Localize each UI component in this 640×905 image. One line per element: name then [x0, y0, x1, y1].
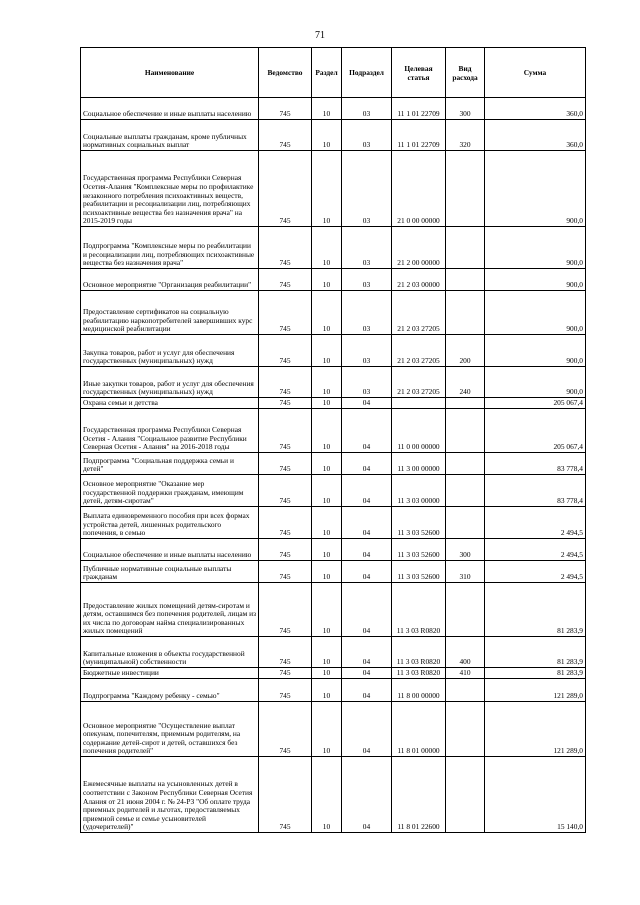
- row-section: 10: [312, 561, 342, 583]
- table-row: [81, 98, 586, 120]
- table-row: [81, 453, 586, 475]
- table-row: [81, 291, 586, 335]
- row-exp-type: 320: [446, 120, 485, 151]
- row-exp-type: [446, 583, 485, 637]
- row-subsection: 04: [342, 453, 392, 475]
- row-target: 21 0 00 00000: [392, 151, 446, 227]
- page-number: 71: [315, 30, 325, 41]
- row-name: Основное мероприятие "Оказание мер государственной поддержки гражданам, имеющим детей, детям-сиротам": [81, 475, 259, 507]
- row-dept: 745: [259, 679, 312, 702]
- row-target: 11 1 01 22709: [392, 98, 446, 120]
- row-sum: 83 778,4: [485, 453, 586, 475]
- table-row: [81, 637, 586, 668]
- row-subsection: 04: [342, 668, 392, 679]
- table-row: [81, 409, 586, 453]
- row-name: Основное мероприятие "Осуществление выплат опекунам, попечителям, приемным родителям, на содержание детей-сирот и детей, оставшихся без попечения родителей": [81, 702, 259, 757]
- header-row: [81, 48, 586, 98]
- row-subsection: 03: [342, 269, 392, 291]
- row-subsection: 04: [342, 409, 392, 453]
- row-exp-type: 200: [446, 335, 485, 367]
- row-exp-type: [446, 409, 485, 453]
- header-dept: Ведомство: [259, 48, 312, 98]
- row-subsection: 04: [342, 757, 392, 833]
- row-subsection: 04: [342, 583, 392, 637]
- row-sum: 900,0: [485, 151, 586, 227]
- table-row: [81, 702, 586, 757]
- row-sum: 81 283,9: [485, 583, 586, 637]
- row-dept: 745: [259, 668, 312, 679]
- row-dept: 745: [259, 409, 312, 453]
- row-target: 11 8 01 22600: [392, 757, 446, 833]
- row-name: Выплата единовременного пособия при всех формах устройства детей, лишенных родительского попечения, в семью: [81, 507, 259, 539]
- header-exp-type: Вид расхода: [446, 48, 485, 98]
- row-target: 11 0 00 00000: [392, 409, 446, 453]
- row-target: 11 3 03 00000: [392, 475, 446, 507]
- row-section: 10: [312, 702, 342, 757]
- table-row: [81, 561, 586, 583]
- row-subsection: 04: [342, 561, 392, 583]
- row-subsection: 04: [342, 475, 392, 507]
- row-section: 10: [312, 637, 342, 668]
- row-sum: 900,0: [485, 291, 586, 335]
- row-exp-type: 300: [446, 539, 485, 561]
- row-dept: 745: [259, 367, 312, 398]
- row-sum: 81 283,9: [485, 637, 586, 668]
- row-dept: 745: [259, 702, 312, 757]
- row-sum: 2 494,5: [485, 507, 586, 539]
- row-exp-type: [446, 507, 485, 539]
- row-section: 10: [312, 98, 342, 120]
- row-section: 10: [312, 367, 342, 398]
- row-subsection: 04: [342, 507, 392, 539]
- row-dept: 745: [259, 269, 312, 291]
- row-sum: 205 067,4: [485, 398, 586, 409]
- row-name: Капитальные вложения в объекты государственной (муниципальной) собственности: [81, 637, 259, 668]
- row-subsection: 04: [342, 398, 392, 409]
- table-row: [81, 367, 586, 398]
- row-section: 10: [312, 151, 342, 227]
- row-section: 10: [312, 453, 342, 475]
- row-sum: 2 494,5: [485, 539, 586, 561]
- row-exp-type: 400: [446, 637, 485, 668]
- row-name: Государственная программа Республики Северная Осетия-Алания "Комплексные меры по профилактике незаконного потребления психоактивных веществ, реабилитации и ресоциализации лиц, потребляющих психоактивные вещества без назначения врача" на 2015-2019 годы: [81, 151, 259, 227]
- row-dept: 745: [259, 291, 312, 335]
- row-exp-type: 240: [446, 367, 485, 398]
- row-section: 10: [312, 507, 342, 539]
- row-name: Государственная программа Республики Северная Осетия - Алания "Социальное развитие Республики Северная Осетия - Алания" на 2016-2018 годы: [81, 409, 259, 453]
- row-name: Бюджетные инвестиции: [81, 668, 259, 679]
- table-row: [81, 668, 586, 679]
- row-name: Социальные выплаты гражданам, кроме публичных нормативных социальных выплат: [81, 120, 259, 151]
- row-exp-type: 410: [446, 668, 485, 679]
- row-dept: 745: [259, 453, 312, 475]
- row-sum: 81 283,9: [485, 668, 586, 679]
- row-target: 21 2 03 27205: [392, 335, 446, 367]
- row-target: 21 2 00 00000: [392, 227, 446, 269]
- row-subsection: 03: [342, 227, 392, 269]
- row-target: 11 3 00 00000: [392, 453, 446, 475]
- row-sum: 900,0: [485, 367, 586, 398]
- table-row: [81, 269, 586, 291]
- row-section: 10: [312, 227, 342, 269]
- table-row: [81, 335, 586, 367]
- row-dept: 745: [259, 507, 312, 539]
- row-subsection: 03: [342, 98, 392, 120]
- table-row: [81, 120, 586, 151]
- row-target: 11 3 03 52600: [392, 539, 446, 561]
- row-subsection: 04: [342, 539, 392, 561]
- row-exp-type: [446, 269, 485, 291]
- row-dept: 745: [259, 227, 312, 269]
- row-dept: 745: [259, 398, 312, 409]
- row-target: 11 1 01 22709: [392, 120, 446, 151]
- row-name: Иные закупки товаров, работ и услуг для обеспечения государственных (муниципальных) нужд: [81, 367, 259, 398]
- row-sum: 121 289,0: [485, 679, 586, 702]
- row-name: Охрана семьи и детства: [81, 398, 259, 409]
- row-exp-type: [446, 291, 485, 335]
- row-section: 10: [312, 539, 342, 561]
- row-section: 10: [312, 269, 342, 291]
- table-row: [81, 583, 586, 637]
- header-name: Наименование: [81, 48, 259, 98]
- row-exp-type: [446, 475, 485, 507]
- table-row: [81, 679, 586, 702]
- row-dept: 745: [259, 637, 312, 668]
- row-section: 10: [312, 120, 342, 151]
- row-exp-type: [446, 151, 485, 227]
- row-name: Подпрограмма "Каждому ребенку - семью": [81, 679, 259, 702]
- row-dept: 745: [259, 151, 312, 227]
- row-name: Предоставление сертификатов на социальную реабилитацию наркопотребителей завершивших курс медицинской реабилитации: [81, 291, 259, 335]
- row-subsection: 03: [342, 335, 392, 367]
- row-exp-type: 310: [446, 561, 485, 583]
- row-name: Публичные нормативные социальные выплаты гражданам: [81, 561, 259, 583]
- header-section: Раздел: [312, 48, 342, 98]
- row-subsection: 03: [342, 367, 392, 398]
- row-dept: 745: [259, 120, 312, 151]
- row-name: Социальное обеспечение и иные выплаты населению: [81, 98, 259, 120]
- row-dept: 745: [259, 335, 312, 367]
- row-subsection: 03: [342, 291, 392, 335]
- row-dept: 745: [259, 475, 312, 507]
- table-row: [81, 151, 586, 227]
- row-target: 21 2 03 27205: [392, 367, 446, 398]
- row-name: Закупка товаров, работ и услуг для обеспечения государственных (муниципальных) нужд: [81, 335, 259, 367]
- table-row: [81, 475, 586, 507]
- row-name: Ежемесячные выплаты на усыновленных детей в соответствии с Законом Республики Северная Осетия Алания от 21 июня 2004 г. № 24-РЗ "Об оплате труда приемных родителей и льготах, предоставляемых приемной семье и семье усыновителей (удочерителей)": [81, 757, 259, 833]
- row-dept: 745: [259, 539, 312, 561]
- row-section: 10: [312, 475, 342, 507]
- budget-table: [80, 47, 586, 833]
- row-target: 21 2 03 27205: [392, 291, 446, 335]
- row-name: Основное мероприятие "Организация реабилитации": [81, 269, 259, 291]
- row-target: [392, 398, 446, 409]
- row-exp-type: 300: [446, 98, 485, 120]
- row-subsection: 04: [342, 637, 392, 668]
- row-section: 10: [312, 398, 342, 409]
- row-sum: 121 289,0: [485, 702, 586, 757]
- row-section: 10: [312, 679, 342, 702]
- row-exp-type: [446, 702, 485, 757]
- row-exp-type: [446, 453, 485, 475]
- header-subsection: Подраздел: [342, 48, 392, 98]
- row-sum: 2 494,5: [485, 561, 586, 583]
- row-exp-type: [446, 757, 485, 833]
- row-dept: 745: [259, 583, 312, 637]
- table-row: [81, 398, 586, 409]
- table-row: [81, 507, 586, 539]
- row-subsection: 03: [342, 120, 392, 151]
- row-name: Предоставление жилых помещений детям-сиротам и детям, оставшимся без попечения родителей, лицам из их числа по договорам найма специализированных жилых помещений: [81, 583, 259, 637]
- row-section: 10: [312, 757, 342, 833]
- row-section: 10: [312, 291, 342, 335]
- row-target: 11 3 03 R0820: [392, 668, 446, 679]
- header-sum: Сумма: [485, 48, 586, 98]
- row-sum: 360,0: [485, 120, 586, 151]
- row-sum: 900,0: [485, 269, 586, 291]
- header-target: Целевая статья: [392, 48, 446, 98]
- row-target: 11 3 03 52600: [392, 507, 446, 539]
- row-sum: 360,0: [485, 98, 586, 120]
- row-subsection: 04: [342, 702, 392, 757]
- row-sum: 900,0: [485, 227, 586, 269]
- row-sum: 900,0: [485, 335, 586, 367]
- row-target: 11 3 03 52600: [392, 561, 446, 583]
- row-name: Социальное обеспечение и иные выплаты населению: [81, 539, 259, 561]
- table-row: [81, 227, 586, 269]
- row-subsection: 03: [342, 151, 392, 227]
- row-name: Подпрограмма "Комплексные меры по реабилитации и ресоциализации лиц, потребляющих психоактивные вещества без назначения врача": [81, 227, 259, 269]
- row-subsection: 04: [342, 679, 392, 702]
- row-name: Подпрограмма "Социальная поддержка семьи и детей": [81, 453, 259, 475]
- row-exp-type: [446, 227, 485, 269]
- row-target: 11 8 01 00000: [392, 702, 446, 757]
- row-sum: 15 140,0: [485, 757, 586, 833]
- table-row: [81, 539, 586, 561]
- row-section: 10: [312, 668, 342, 679]
- row-section: 10: [312, 409, 342, 453]
- row-dept: 745: [259, 757, 312, 833]
- row-dept: 745: [259, 98, 312, 120]
- row-section: 10: [312, 583, 342, 637]
- row-section: 10: [312, 335, 342, 367]
- row-dept: 745: [259, 561, 312, 583]
- row-target: 11 3 03 R0820: [392, 583, 446, 637]
- table-row: [81, 757, 586, 833]
- row-sum: 205 067,4: [485, 409, 586, 453]
- row-target: 21 2 03 00000: [392, 269, 446, 291]
- row-target: 11 8 00 00000: [392, 679, 446, 702]
- row-exp-type: [446, 398, 485, 409]
- row-sum: 83 778,4: [485, 475, 586, 507]
- row-exp-type: [446, 679, 485, 702]
- row-target: 11 3 03 R0820: [392, 637, 446, 668]
